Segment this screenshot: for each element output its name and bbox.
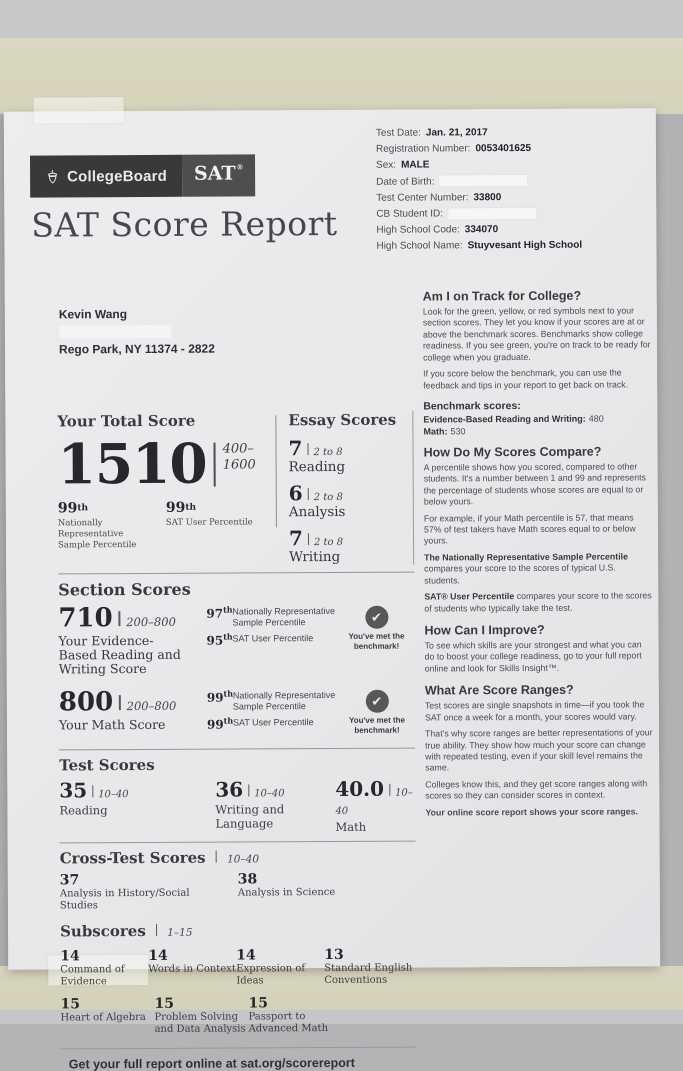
subscore-heart-algebra: 15 Heart of Algebra: [60, 995, 146, 1024]
info-row-dob: Date of Birth:: [376, 173, 582, 190]
checkmark-icon: ✔: [365, 689, 388, 712]
benchmark-scores-section: Benchmark scores: Evidence-Based Reading and Writing: 480 Math: 530: [423, 399, 651, 436]
info-row-test-center: Test Center Number: 33800: [376, 191, 502, 204]
subscore-expression-ideas: 14 Expression of Ideas: [236, 947, 306, 987]
ebrw-score: 710: [58, 602, 113, 633]
section-divider: [59, 747, 415, 750]
redacted-value: [448, 208, 536, 219]
info-row-cb-id: CB Student ID:: [376, 206, 582, 223]
total-score-heading: Your Total Score: [57, 411, 196, 431]
improve-section: How Can I Improve? To see which skills are your strongest and what you can do to boost your college readiness, go to your full report online and look for Skills Insight™.: [424, 622, 642, 674]
score-report-url: sat.org/scorereport: [240, 1055, 355, 1071]
range-divider: [92, 785, 93, 797]
essay-reading-score: 7 2 to 8 Reading: [288, 436, 346, 476]
math-label: Your Math Score: [58, 716, 166, 733]
subscores-block: [60, 920, 417, 1036]
cross-test-history: 37 Analysis in History/Social Studies: [59, 871, 190, 912]
score-report-paper: [4, 108, 660, 1071]
subscore-words-context: 14 Words in Context: [148, 947, 236, 975]
essay-writing-score: 7 2 to 8 Writing: [288, 526, 344, 566]
benchmark-math: Math: 530: [423, 426, 466, 437]
on-track-section: Am I on Track for College? Look for the green, yellow, or red symbols next to your section scores. They let you know if your scores are at or above the benchmark scores. Benchmarks show college readiness. If you see green, you're on track to be ready for college when you graduate. If you score below the benchmark, you can use the feedback and tips in your report to get back on track.: [422, 288, 651, 391]
math-score: 800: [58, 686, 114, 718]
cross-test-heading: Cross-Test Scores 10–40: [59, 848, 260, 868]
section-divider: [61, 1046, 417, 1049]
test-scores-block: [59, 754, 415, 835]
ebrw-label: Your Evidence-Based Reading and Writing Score: [58, 632, 181, 677]
total-score-range: 400– 1600: [222, 441, 256, 473]
ebrw-nat-rep-percentile: 97th Nationally Representative Sample Percentile: [206, 604, 335, 628]
subscore-problem-solving: 15 Problem Solving and Data Analysis: [154, 995, 246, 1035]
section-divider: [58, 571, 414, 574]
subscore-command-evidence: 14 Command of Evidence: [60, 947, 125, 988]
total-score-block: [57, 411, 276, 566]
nat-rep-definition: The Nationally Representative Sample Percentile compares your score to the scores of typical U.S. students.: [424, 551, 628, 586]
score-ranges-section: What Are Score Ranges? Test scores are single snapshots in time—if you took the SAT once a week for a month, your scores would vary. That's why score ranges are better representations of your true ability. They show how much your score can change with repeated testing, even if your skill level remains the same. Colleges know this, and they get score ranges along with scores so they can consider scores in context. Your online score report shows your score ranges.: [424, 683, 653, 818]
ebrw-sat-user-percentile: 95th SAT User Percentile: [206, 631, 314, 648]
range-divider: [308, 488, 309, 500]
redacted-value: [439, 175, 527, 186]
info-sidebar: [423, 288, 655, 1069]
benchmark-ebrw: Evidence-Based Reading and Writing: 480: [423, 413, 604, 425]
range-divider: [248, 784, 249, 796]
essay-analysis-score: 6 2 to 8 Analysis: [288, 481, 346, 521]
collegeboard-label: CollegeBoard: [67, 167, 168, 185]
range-divider: [307, 443, 308, 455]
total-sat-user-percentile: 99th SAT User Percentile: [165, 500, 253, 529]
essay-scores-heading: Essay Scores: [288, 410, 397, 430]
section-divider: [60, 840, 416, 843]
ebrw-benchmark-badge: ✔ You've met the benchmark!: [341, 603, 411, 675]
sat-user-definition: SAT® User Percentile compares your score to the scores of students who typically take the test.: [424, 590, 652, 614]
tape: [34, 97, 124, 123]
collegeboard-logo: [30, 155, 182, 198]
section-scores-heading: Section Scores: [58, 579, 191, 599]
online-ranges-note: Your online score report shows your score ranges.: [425, 806, 638, 818]
subscore-passport-math: 15 Passport to Advanced Math: [248, 994, 329, 1035]
range-divider: [389, 783, 390, 795]
info-row-hs-name: High School Name: Stuyvesant High School: [376, 239, 583, 253]
info-row-test-date: Test Date: Jan. 21, 2017: [375, 127, 488, 139]
total-score-value: 1510: [57, 430, 207, 497]
collegeboard-sat-logo: [30, 154, 256, 197]
range-divider: [119, 695, 121, 710]
test-scores-heading: Test Scores: [59, 755, 155, 775]
wall-top-strip: [0, 0, 683, 38]
recipient-name: Kevin Wang: [58, 307, 128, 322]
math-nat-rep-percentile: 99th Nationally Representative Sample Percentile: [206, 688, 336, 712]
page-title: SAT Score Report: [31, 203, 338, 245]
math-sat-user-percentile: 99th SAT User Percentile: [206, 715, 314, 732]
range-divider: [119, 611, 121, 626]
test-score-reading: 35 10–40 Reading: [59, 777, 129, 818]
recipient-address: [59, 306, 413, 357]
cross-test-science: 38 Analysis in Science: [237, 871, 336, 899]
math-benchmark-badge: ✔ You've met the benchmark!: [342, 687, 412, 735]
info-row-hs-code: High School Code: 334070: [376, 224, 499, 236]
section-scores-block: [58, 578, 415, 737]
footer-online-report: Get your full report online at sat.org/scorereport: [68, 1055, 355, 1071]
scores-compare-section: How Do My Scores Compare? A percentile shows how you scored, compared to other students. It's a number between 1 and 99 and represents the percentage of students whose scores are equal to or below yours. For example, if your Math percentile is 57, that means 57% of test takers have Math scores equal to or below yours. The Nationally Representative Sample Percentile compares your score to the scores of typical U.S. students. SAT® User Percentile compares your score to the scores of students who typically take the test.: [423, 444, 652, 614]
range-divider: [216, 850, 217, 862]
range-divider: [308, 533, 309, 545]
subscores-heading: Subscores 1–15: [60, 921, 193, 941]
checkmark-icon: ✔: [365, 605, 388, 628]
test-score-math: 40.0 10–40 Math: [335, 776, 413, 834]
acorn-icon: [45, 169, 60, 184]
test-info-block: [376, 125, 582, 256]
math-section-row: 800 200–800 Your Math Score 99th Nationally Representative Sample Percentile 99th SAT User Percentile ✔ You've met the benchmark!: [59, 687, 415, 737]
ebrw-section-row: 710 200–800 Your Evidence-Based Reading and Writing Score 97th Nationally Representative Sample Percentile 95th SAT User Percentile ✔ You've met the benchmark!: [58, 603, 414, 677]
info-row-sex: Sex: MALE: [376, 159, 430, 172]
recipient-city-line: Rego Park, NY 11374 - 2822: [58, 341, 215, 357]
sat-logo: SAT ®: [182, 154, 256, 196]
subscore-standard-english: 13 Standard English Conventions: [324, 946, 413, 986]
column-divider: [275, 415, 277, 527]
essay-scores-block: [288, 411, 414, 565]
info-row-registration: Registration Number: 0053401625: [375, 143, 532, 155]
redacted-street-address: [59, 325, 171, 339]
total-nat-rep-percentile: 99th Nationally Representative Sample Percentile: [57, 500, 137, 551]
range-divider: [156, 924, 157, 936]
test-score-writing: 36 10–40 Writing and Language: [215, 777, 285, 831]
score-range-divider: [214, 443, 216, 487]
cross-test-scores-block: [60, 847, 416, 912]
registered-mark: ®: [236, 162, 244, 172]
